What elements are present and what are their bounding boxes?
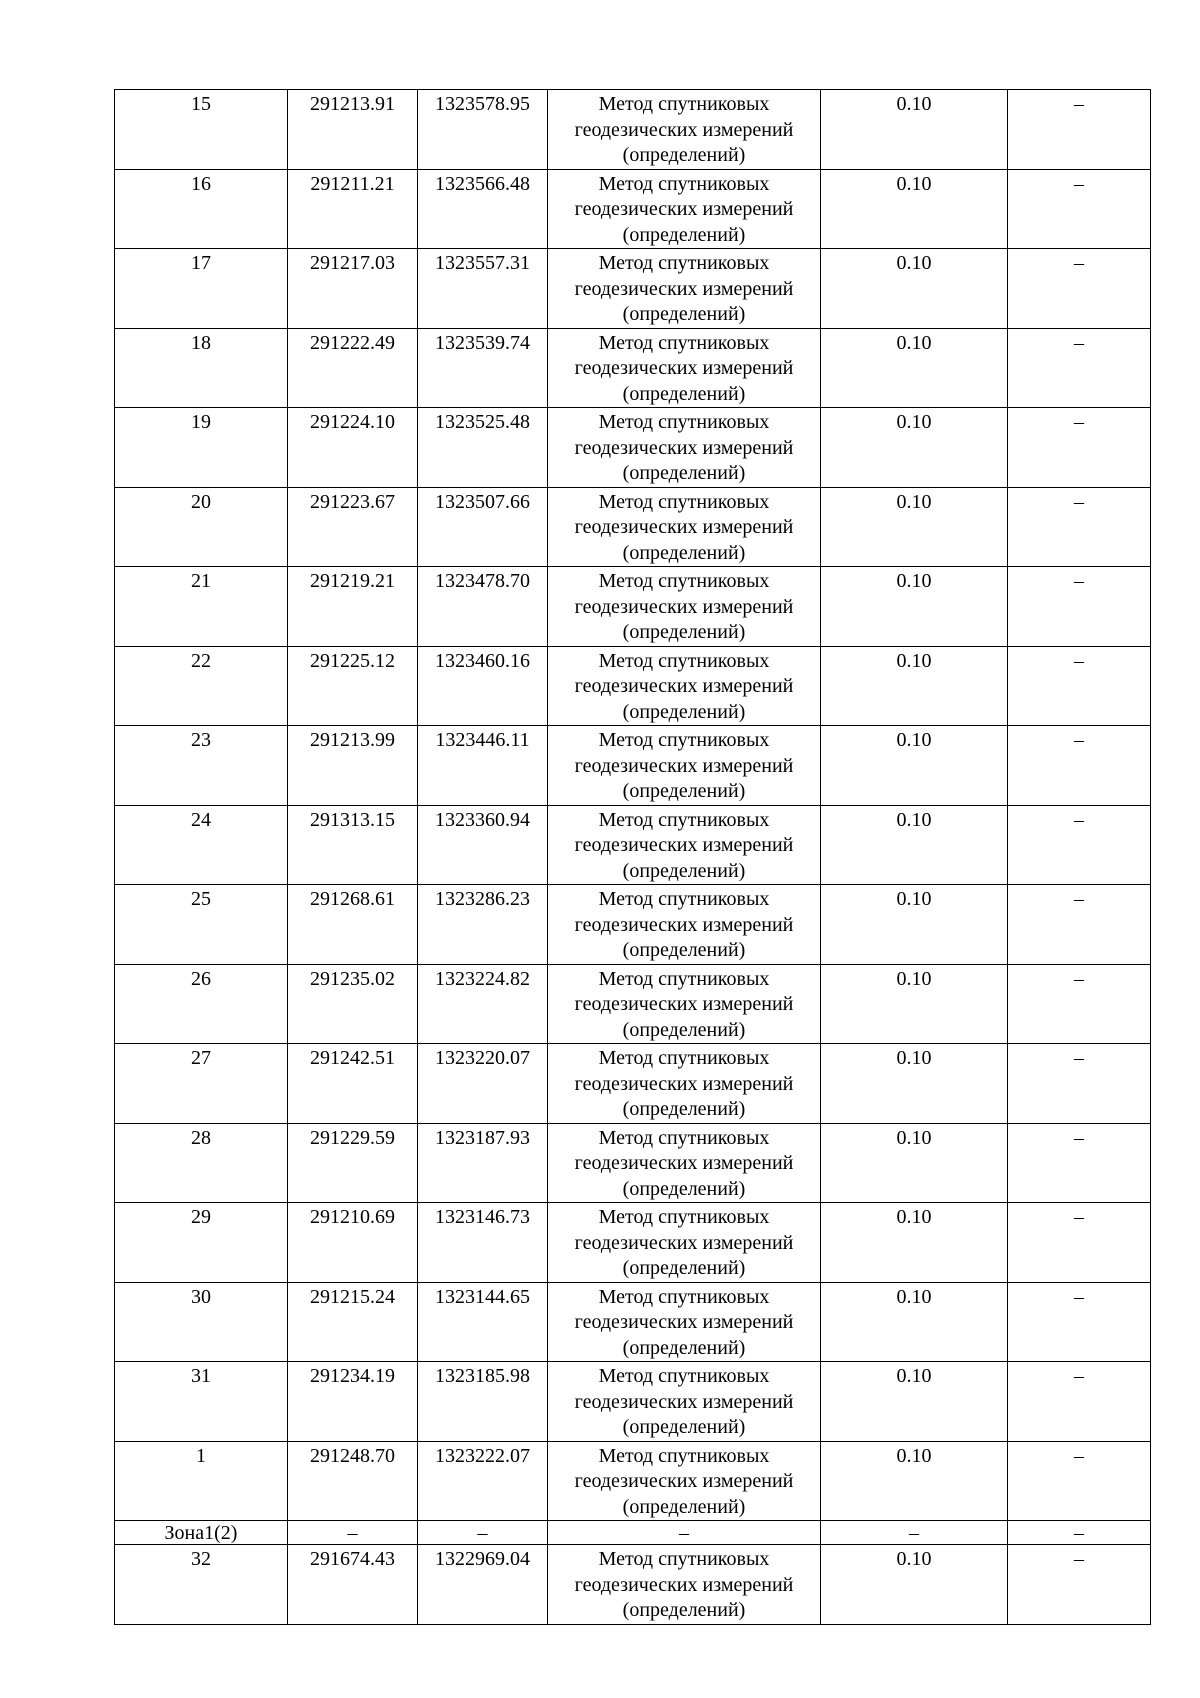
cell-y-coordinate: 1323187.93	[418, 1123, 548, 1203]
cell-method: Метод спутниковых геодезических измерений (определений)	[548, 249, 821, 329]
table-row	[115, 1123, 1151, 1203]
cell-x-coordinate: 291224.10	[288, 408, 418, 488]
cell-x-coordinate: 291225.12	[288, 646, 418, 726]
cell-x-coordinate: 291211.21	[288, 169, 418, 249]
table-row	[115, 1362, 1151, 1442]
cell-note: –	[1008, 805, 1151, 885]
cell-y-coordinate: 1323185.98	[418, 1362, 548, 1442]
cell-x-coordinate: 291222.49	[288, 328, 418, 408]
cell-y-coordinate: 1323144.65	[418, 1282, 548, 1362]
cell-note: –	[1008, 249, 1151, 329]
cell-method: Метод спутниковых геодезических измерений (определений)	[548, 1545, 821, 1625]
table-row	[115, 646, 1151, 726]
cell-method: Метод спутниковых геодезических измерений (определений)	[548, 805, 821, 885]
cell-accuracy: 0.10	[821, 885, 1008, 965]
cell-method: Метод спутниковых геодезических измерений (определений)	[548, 1123, 821, 1203]
cell-y-coordinate: 1323478.70	[418, 567, 548, 647]
cell-accuracy: 0.10	[821, 1044, 1008, 1124]
cell-point-number: 20	[115, 487, 288, 567]
cell-method: Метод спутниковых геодезических измерений (определений)	[548, 487, 821, 567]
cell-point-number: 30	[115, 1282, 288, 1362]
cell-note: –	[1008, 1362, 1151, 1442]
table-row	[115, 805, 1151, 885]
cell-y-coordinate: 1323557.31	[418, 249, 548, 329]
cell-point-number: 29	[115, 1203, 288, 1283]
cell-accuracy: 0.10	[821, 408, 1008, 488]
cell-x-coordinate: 291223.67	[288, 487, 418, 567]
table-row	[115, 567, 1151, 647]
cell-accuracy: 0.10	[821, 805, 1008, 885]
cell-point-number: 31	[115, 1362, 288, 1442]
table-row	[115, 169, 1151, 249]
table-row	[115, 726, 1151, 806]
zone-row	[115, 1521, 1151, 1545]
cell-accuracy: 0.10	[821, 726, 1008, 806]
cell-y-coordinate: 1323220.07	[418, 1044, 548, 1124]
cell-method: Метод спутниковых геодезических измерений (определений)	[548, 726, 821, 806]
table-row	[115, 1282, 1151, 1362]
cell-y-coordinate: 1323539.74	[418, 328, 548, 408]
cell-x-coordinate: 291210.69	[288, 1203, 418, 1283]
cell-point-number: 19	[115, 408, 288, 488]
cell-point-number: 26	[115, 964, 288, 1044]
cell-note: –	[1008, 1282, 1151, 1362]
cell-note: –	[1008, 169, 1151, 249]
cell-note: –	[1008, 1545, 1151, 1625]
cell-y-coordinate: 1323460.16	[418, 646, 548, 726]
cell-x-coordinate: 291213.99	[288, 726, 418, 806]
cell-note: –	[1008, 408, 1151, 488]
cell-accuracy: 0.10	[821, 1362, 1008, 1442]
cell-point-number: 25	[115, 885, 288, 965]
table-row	[115, 885, 1151, 965]
cell-note: –	[1008, 1044, 1151, 1124]
table-row	[115, 1441, 1151, 1521]
cell-method: Метод спутниковых геодезических измерений (определений)	[548, 885, 821, 965]
table-row	[115, 90, 1151, 170]
cell-method: Метод спутниковых геодезических измерений (определений)	[548, 964, 821, 1044]
cell-x-coordinate: 291248.70	[288, 1441, 418, 1521]
cell-x-coordinate: 291219.21	[288, 567, 418, 647]
table-row	[115, 964, 1151, 1044]
cell-y-coordinate: –	[418, 1521, 548, 1545]
cell-method: Метод спутниковых геодезических измерений (определений)	[548, 1044, 821, 1124]
cell-point-number: Зона1(2)	[115, 1521, 288, 1545]
cell-note: –	[1008, 1521, 1151, 1545]
cell-x-coordinate: 291229.59	[288, 1123, 418, 1203]
cell-note: –	[1008, 1441, 1151, 1521]
cell-accuracy: –	[821, 1521, 1008, 1545]
cell-y-coordinate: 1323146.73	[418, 1203, 548, 1283]
cell-y-coordinate: 1323525.48	[418, 408, 548, 488]
table-row	[115, 1545, 1151, 1625]
cell-x-coordinate: –	[288, 1521, 418, 1545]
table-row	[115, 1203, 1151, 1283]
cell-note: –	[1008, 90, 1151, 170]
cell-x-coordinate: 291313.15	[288, 805, 418, 885]
cell-accuracy: 0.10	[821, 646, 1008, 726]
cell-x-coordinate: 291215.24	[288, 1282, 418, 1362]
cell-accuracy: 0.10	[821, 964, 1008, 1044]
cell-point-number: 16	[115, 169, 288, 249]
cell-y-coordinate: 1323578.95	[418, 90, 548, 170]
cell-note: –	[1008, 726, 1151, 806]
cell-accuracy: 0.10	[821, 1282, 1008, 1362]
table-row	[115, 408, 1151, 488]
cell-y-coordinate: 1323446.11	[418, 726, 548, 806]
cell-accuracy: 0.10	[821, 169, 1008, 249]
cell-point-number: 22	[115, 646, 288, 726]
cell-method: Метод спутниковых геодезических измерений (определений)	[548, 1362, 821, 1442]
cell-y-coordinate: 1323222.07	[418, 1441, 548, 1521]
cell-x-coordinate: 291217.03	[288, 249, 418, 329]
cell-note: –	[1008, 487, 1151, 567]
cell-method: Метод спутниковых геодезических измерений (определений)	[548, 328, 821, 408]
cell-point-number: 17	[115, 249, 288, 329]
cell-accuracy: 0.10	[821, 487, 1008, 567]
table-row	[115, 328, 1151, 408]
cell-method: Метод спутниковых геодезических измерений (определений)	[548, 1441, 821, 1521]
cell-note: –	[1008, 885, 1151, 965]
cell-note: –	[1008, 328, 1151, 408]
cell-x-coordinate: 291674.43	[288, 1545, 418, 1625]
cell-accuracy: 0.10	[821, 1123, 1008, 1203]
cell-note: –	[1008, 1123, 1151, 1203]
cell-method: Метод спутниковых геодезических измерений (определений)	[548, 1203, 821, 1283]
cell-point-number: 27	[115, 1044, 288, 1124]
cell-method: Метод спутниковых геодезических измерений (определений)	[548, 169, 821, 249]
cell-x-coordinate: 291235.02	[288, 964, 418, 1044]
cell-accuracy: 0.10	[821, 1441, 1008, 1521]
cell-method: Метод спутниковых геодезических измерений (определений)	[548, 1282, 821, 1362]
cell-y-coordinate: 1323360.94	[418, 805, 548, 885]
cell-method: Метод спутниковых геодезических измерений (определений)	[548, 646, 821, 726]
cell-note: –	[1008, 646, 1151, 726]
cell-point-number: 32	[115, 1545, 288, 1625]
coordinates-table-body	[115, 90, 1151, 1625]
cell-x-coordinate: 291242.51	[288, 1044, 418, 1124]
coordinates-table	[114, 89, 1151, 1625]
cell-x-coordinate: 291268.61	[288, 885, 418, 965]
cell-note: –	[1008, 567, 1151, 647]
cell-y-coordinate: 1323566.48	[418, 169, 548, 249]
cell-x-coordinate: 291234.19	[288, 1362, 418, 1442]
cell-point-number: 23	[115, 726, 288, 806]
cell-method: Метод спутниковых геодезических измерений (определений)	[548, 567, 821, 647]
table-row	[115, 487, 1151, 567]
cell-accuracy: 0.10	[821, 328, 1008, 408]
cell-note: –	[1008, 1203, 1151, 1283]
cell-accuracy: 0.10	[821, 1545, 1008, 1625]
cell-accuracy: 0.10	[821, 567, 1008, 647]
cell-x-coordinate: 291213.91	[288, 90, 418, 170]
cell-y-coordinate: 1323286.23	[418, 885, 548, 965]
cell-point-number: 21	[115, 567, 288, 647]
cell-point-number: 18	[115, 328, 288, 408]
cell-method: Метод спутниковых геодезических измерений (определений)	[548, 408, 821, 488]
cell-note: –	[1008, 964, 1151, 1044]
cell-point-number: 24	[115, 805, 288, 885]
cell-accuracy: 0.10	[821, 249, 1008, 329]
table-row	[115, 1044, 1151, 1124]
cell-y-coordinate: 1322969.04	[418, 1545, 548, 1625]
cell-y-coordinate: 1323224.82	[418, 964, 548, 1044]
cell-accuracy: 0.10	[821, 90, 1008, 170]
cell-point-number: 1	[115, 1441, 288, 1521]
table-row	[115, 249, 1151, 329]
cell-point-number: 15	[115, 90, 288, 170]
cell-method: –	[548, 1521, 821, 1545]
cell-y-coordinate: 1323507.66	[418, 487, 548, 567]
cell-point-number: 28	[115, 1123, 288, 1203]
cell-method: Метод спутниковых геодезических измерений (определений)	[548, 90, 821, 170]
cell-accuracy: 0.10	[821, 1203, 1008, 1283]
